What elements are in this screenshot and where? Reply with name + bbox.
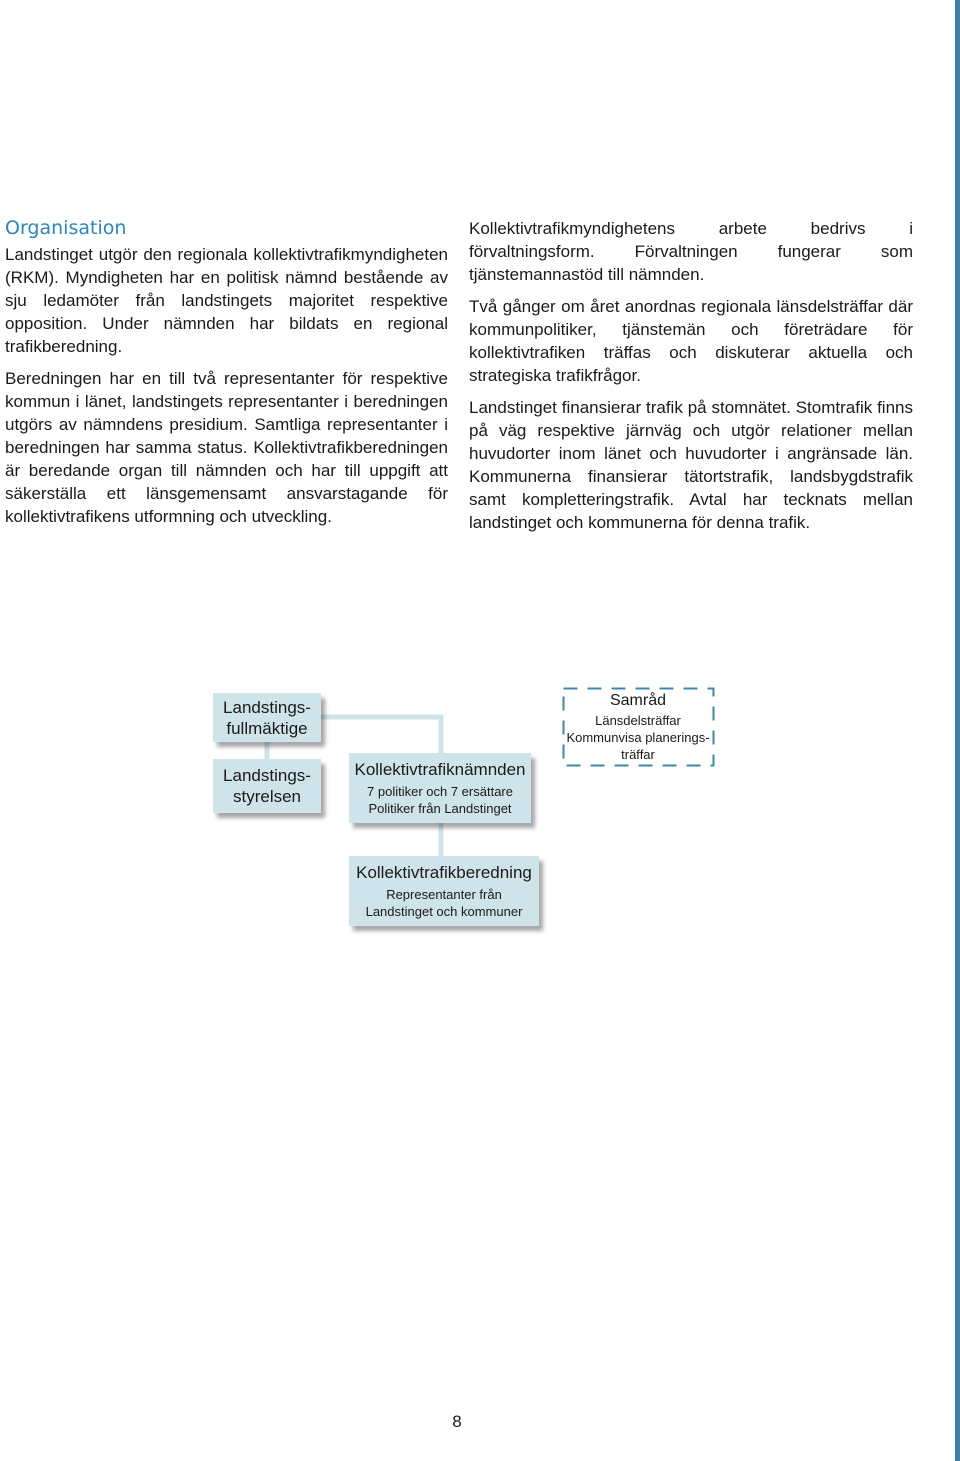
- paragraph: Kollektivtrafikmyndighetens arbete bedrivs i förvaltningsform. Förvaltningen fungerar som tjänstemannastöd till nämnden.: [469, 219, 913, 284]
- paragraph: Beredningen har en till två representanter för respektive kommun i länet, landstingets representanter i beredningen utgörs av nämndens presidium. Samtliga representanter i beredningen har samma status. Kollektivtrafikberedningen är beredande organ till nämnden och har till uppgift att säkerställa ett länsgemensamt ansvarstagande för kollektivtrafikens utformning och utveckling.: [5, 369, 448, 526]
- paragraph: Landstinget finansierar trafik på stomnätet. Stomtrafik finns på väg respektive järnväg och utgör relationer mellan huvudorter inom länet och huvudorter i angränsade län. Kommunerna finansierar tätortstrafik, landsbygdstrafik samt kompletteringstrafik. Avtal har tecknats mellan landstinget och kommunerna för denna trafik.: [469, 398, 913, 532]
- box-kollektivtrafiknamnden: [349, 753, 531, 823]
- box-detail: Representanter från: [386, 887, 502, 902]
- paragraph: Landstinget utgör den regionala kollektivtrafikmyndigheten (RKM). Myndigheten har en politisk nämnd bestående av sju ledamöter från landstingets majoritet respektive opposition. Under nämnden har bildats en regional trafikberedning.: [5, 245, 448, 356]
- box-detail: träffar: [621, 747, 655, 762]
- right-column: [469, 215, 913, 543]
- box-detail: 7 politiker och 7 ersättare: [367, 784, 513, 799]
- page-number: 8: [452, 1412, 462, 1431]
- page-edge-bar: [955, 0, 960, 1461]
- box-landstingsstyrelsen: [213, 759, 321, 813]
- box-title: Landstings-: [223, 697, 311, 717]
- box-detail: Politiker från Landstinget: [368, 801, 512, 816]
- box-detail: Länsdelsträffar: [595, 713, 681, 728]
- left-column: [5, 215, 448, 537]
- box-detail: Landstinget och kommuner: [365, 904, 523, 919]
- box-title: fullmäktige: [226, 718, 308, 738]
- section-heading: Organisation: [5, 217, 127, 239]
- box-kollektivtrafikberedning: [349, 856, 539, 926]
- connector-fullmaktige-namnden: [321, 717, 441, 753]
- samrad-dashed-border: [564, 689, 714, 766]
- box-detail: Kommunvisa planerings-: [566, 730, 710, 745]
- paragraph: Två gånger om året anordnas regionala länsdelsträffar där kommunpolitiker, tjänstemän och företrädare för kollektivtrafiken träffas och diskuterar aktuella och strategiska trafikfrågor.: [469, 297, 913, 385]
- box-title: Kollektivtrafikberedning: [356, 863, 532, 882]
- box-title: Samråd: [609, 692, 667, 709]
- box-title: Landstings-: [223, 766, 311, 785]
- box-samrad: [563, 688, 713, 766]
- box-landstingsfullmaktige: [213, 693, 321, 742]
- box-title: Kollektivtrafiknämnden: [354, 760, 526, 779]
- box-title: styrelsen: [232, 787, 302, 806]
